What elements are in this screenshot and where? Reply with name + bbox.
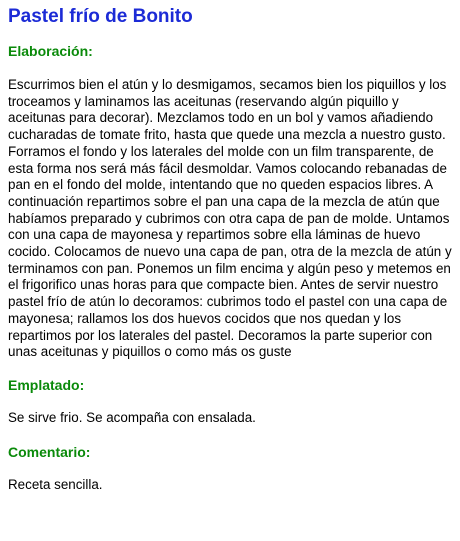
section-heading-elaboracion: Elaboración: [8, 43, 93, 59]
section-heading-comentario: Comentario: [8, 443, 91, 460]
elaboracion-text: Escurrimos bien el atún y lo desmigamos, secamos bien los piquillos y los troceamos y laminamos las aceitunas (reservando algún piquillo y aceitunas para decorar). Mezclamos todo en un bol y vamos añadiendo cucharadas de tomate frito, hasta que quede una mezcla a nuestro gusto. Forramos el fondo y los laterales del molde con un film transparente, de esta forma nos será más fácil desmoldar. Vamos colocando rebanadas de pan en el fondo del molde, intentando que no queden espacios libres. A continuación repartimos sobre el pan una capa de la mezcla de atún que habíamos preparado y cubrimos con otra capa de pan de molde. Untamos con una capa de mayonesa y repartimos sobre ella láminas de huevo cocido. Colocamos de nuevo una capa de pan, otra de la mezcla de atún y terminamos con pan. Ponemos un film encima y algún peso y metemos en el frigorifico unas horas para que compacte bien. Antes de servir nuestro pastel frío de atún lo decoramos: cubrimos todo el pastel con una capa de mayonesa; rallamos los dos huevos cocidos que nos quedan y los repartimos por los laterales del pastel. Decoramos la parte superior con unas aceitunas y piquillos o como más os guste [8, 77, 452, 360]
recipe-title: Pastel frío de Bonito [8, 6, 193, 27]
comentario-text: Receta sencilla. [8, 476, 103, 492]
section-heading-emplatado: Emplatado: [8, 376, 85, 393]
recipe-page [8, 4, 452, 493]
emplatado-text: Se sirve frio. Se acompaña con ensalada. [8, 409, 256, 425]
